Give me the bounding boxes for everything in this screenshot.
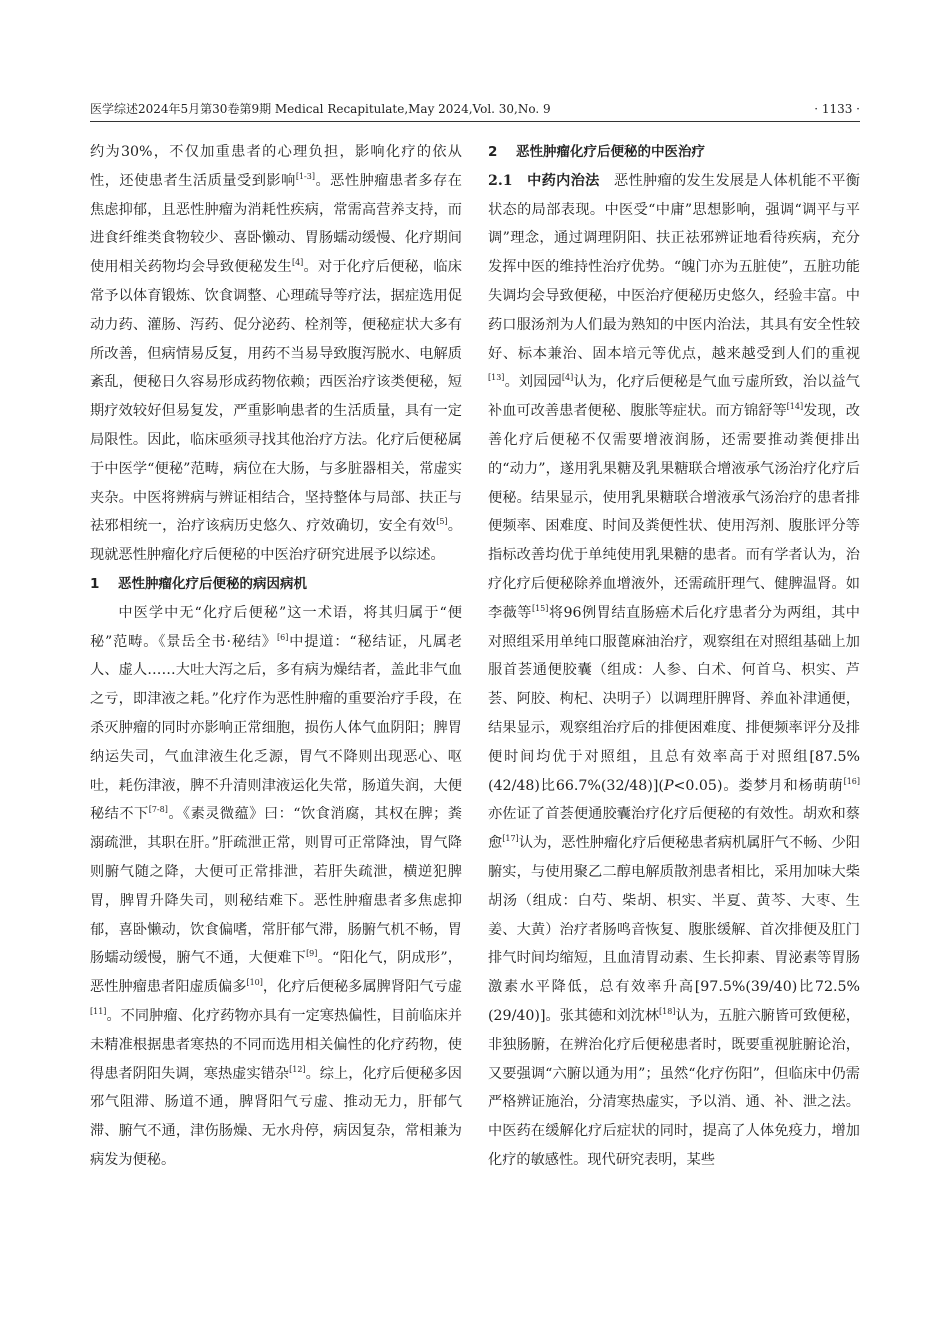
citation: [10]	[246, 978, 263, 988]
right-column	[488, 138, 860, 1218]
citation: [7-8]	[148, 805, 168, 815]
citation: [13]	[488, 373, 505, 383]
citation: [12]	[289, 1064, 306, 1074]
left-column	[90, 138, 462, 1218]
citation: [17]	[502, 834, 519, 844]
page-number: · 1133 ·	[814, 102, 860, 116]
citation: [4]	[291, 258, 304, 268]
p-value-symbol: P	[663, 777, 674, 794]
citation: [16]	[843, 776, 860, 786]
subsection-number: 2.1	[488, 172, 513, 189]
citation: [6]	[276, 632, 289, 642]
citation: [11]	[90, 1006, 107, 1016]
section-heading-1: 1 恶性肿瘤化疗后便秘的病因病机	[90, 575, 307, 592]
citation: [15]	[531, 603, 549, 613]
journal-citation: 医学综述2024年5月第30卷第9期 Medical Recapitulate,May 2024,Vol. 30,No. 9	[90, 102, 551, 116]
header-rule	[90, 121, 860, 122]
section-heading-2: 2 恶性肿瘤化疗后便秘的中医治疗	[488, 144, 705, 160]
citation: [14]	[786, 402, 804, 412]
citation: [5]	[436, 517, 448, 527]
paragraph-tcm-internal: 2.1 中药内治法 恶性肿瘤的发生发展是人体机能不平衡状态的局部表现。中医受“中庸”思想影响，强调“调平与平调”理念，通过调理阴阳、扶正祛邪辨证地看待疾病，充分发挥中医的维持性治疗优势。“魄门亦为五脏使”，五脏功能失调均会导致便秘，中医治疗便秘历史悠久，经验丰富。中药口服汤剂为人们最为熟知的中医内治法，其具有安全性较好、标本兼治、固本培元等优点，越来越受到人们的重视[13]。刘园园[4]认为，化疗后便秘是气血亏虚所致，治以益气补血可改善患者便秘、腹胀等症状。而方锦舒等[14]发现，改善化疗后便秘不仅需要增液润肠，还需要推动粪便排出的“动力”，遂用乳果糖及乳果糖联合增液承气汤治疗化疗后便秘。结果显示，使用乳果糖联合增液承气汤治疗的患者排便频率、困难度、时间及粪便性状、使用泻剂、腹胀评分等指标改善均优于单纯使用乳果糖的患者。而有学者认为，治疗化疗后便秘除养血增液外，还需疏肝理气、健脾温肾。如李薇等[15]将96例胃结直肠癌术后化疗患者分为两组，其中对照组采用单纯口服蓖麻油治疗，观察组在对照组基础上加服首荟通便胶囊（组成：人参、白术、何首乌、枳实、芦荟、阿胶、枸杞、决明子）以调理肝脾肾、养血补津通便，结果显示，观察组治疗后的排便困难度、排便频率评分及排便时间均优于对照组，且总有效率高于对照组[87.5%(42/48)比66.7%(32/48)](P<0.05)。娄梦月和杨萌萌[16]亦佐证了首荟便通胶囊治疗化疗后便秘的有效性。胡欢和蔡愈[17]认为，恶性肿瘤化疗后便秘患者病机属肝气不畅、少阳腑实，与使用聚乙二醇电解质散剂患者相比，采用加味大柴胡汤（组成：白芍、柴胡、枳实、半夏、黄芩、大枣、生姜、大黄）治疗者肠鸣音恢复、腹胀缓解、首次排便及肛门排气时间均缩短，且血清胃动素、生长抑素、胃泌素等胃肠激素水平降低，总有效率升高[97.5%(39/40)比72.5%(29/40)]。张其德和刘沈林[18]认为，五脏六腑皆可致便秘，非独肠腑，在辨治化疗后便秘患者时，既要重视脏腑论治，又要强调“六腑以通为用”；虽然“化疗伤阳”，但临床中仍需严格辨证施治，分清寒热虚实，予以消、通、补、泄之法。中医药在缓解化疗后症状的同时，提高了人体免疫力，增加化疗的敏感性。现代研究表明，某些	[488, 172, 860, 1168]
citation: [4]	[561, 373, 574, 383]
paragraph-intro-continued: 约为30%，不仅加重患者的心理负担，影响化疗的依从性，还使患者生活质量受到影响[1-3]。恶性肿瘤患者多存在焦虑抑郁，且恶性肿瘤为消耗性疾病，常需高营养支持，而进食纤维类食物较少、喜卧懒动、胃肠蠕动缓慢、化疗期间使用相关药物均会导致便秘发生[4]。对于化疗后便秘，临床常予以体育锻炼、饮食调整、心理疏导等疗法，据症选用促动力药、灌肠、泻药、促分泌药、栓剂等，便秘症状大多有所改善，但病情易反复，用药不当易导致腹泻脱水、电解质紊乱，便秘日久容易形成药物依赖；西医治疗该类便秘，短期疗效较好但易复发，严重影响患者的生活质量，具有一定局限性。因此，临床亟须寻找其他治疗方法。化疗后便秘属于中医学“便秘”范畴，病位在大肠，与多脏器相关，常虚实夹杂。中医将辨病与辨证相结合，坚持整体与局部、扶正与祛邪相统一，治疗该病历史悠久、疗效确切，安全有效[5]。现就恶性肿瘤化疗后便秘的中医治疗研究进展予以综述。	[90, 144, 462, 564]
citation: [18]	[659, 1006, 676, 1016]
paragraph-etiology: 中医学中无“化疗后便秘”这一术语，将其归属于“便秘”范畴。《景岳全书·秘结》[6]中提道：“秘结证，凡属老人、虚人……大吐大泻之后，多有病为燥结者，盖此非气血之亏，即津液之耗。”化疗作为恶性肿瘤的重要治疗手段，在杀灭肿瘤的同时亦影响正常细胞，损伤人体气血阴阳；脾胃纳运失司，气血津液生化乏源，胃气不降则出现恶心、呕吐，耗伤津液，脾不升清则津液运化失常，肠道失润，大便秘结不下[7-8]。《素灵微蕴》曰：“饮食消腐，其权在脾；粪溺疏泄，其职在肝。”肝疏泄正常，则胃可正常降浊，胃气降则腑气随之降，大便可正常排泄，若肝失疏泄，横逆犯脾胃，脾胃升降失司，则秘结难下。恶性肿瘤患者多焦虑抑郁，喜卧懒动，饮食偏嗜，常肝郁气滞，肠腑气机不畅，胃肠蠕动缓慢，腑气不通，大便难下[9]。“阳化气，阴成形”，恶性肿瘤患者阳虚质偏多[10]，化疗后便秘多属脾肾阳气亏虚[11]。不同肿瘤、化疗药物亦具有一定寒热偏性，目前临床并未精准根据患者寒热的不同而选用相关偏性的化疗药物，使得患者阴阳失调，寒热虚实错杂[12]。综上，化疗后便秘多因邪气阻滞、肠道不通，脾肾阳气亏虚、推动无力，肝郁气滞、腑气不通，津伤肠燥、无水舟停，病因复杂，常相兼为病发为便秘。	[90, 604, 462, 1168]
citation: [9]	[306, 949, 318, 959]
citation: [1-3]	[295, 171, 315, 181]
running-head	[90, 100, 860, 118]
subsection-heading: 中药内治法	[527, 172, 600, 189]
